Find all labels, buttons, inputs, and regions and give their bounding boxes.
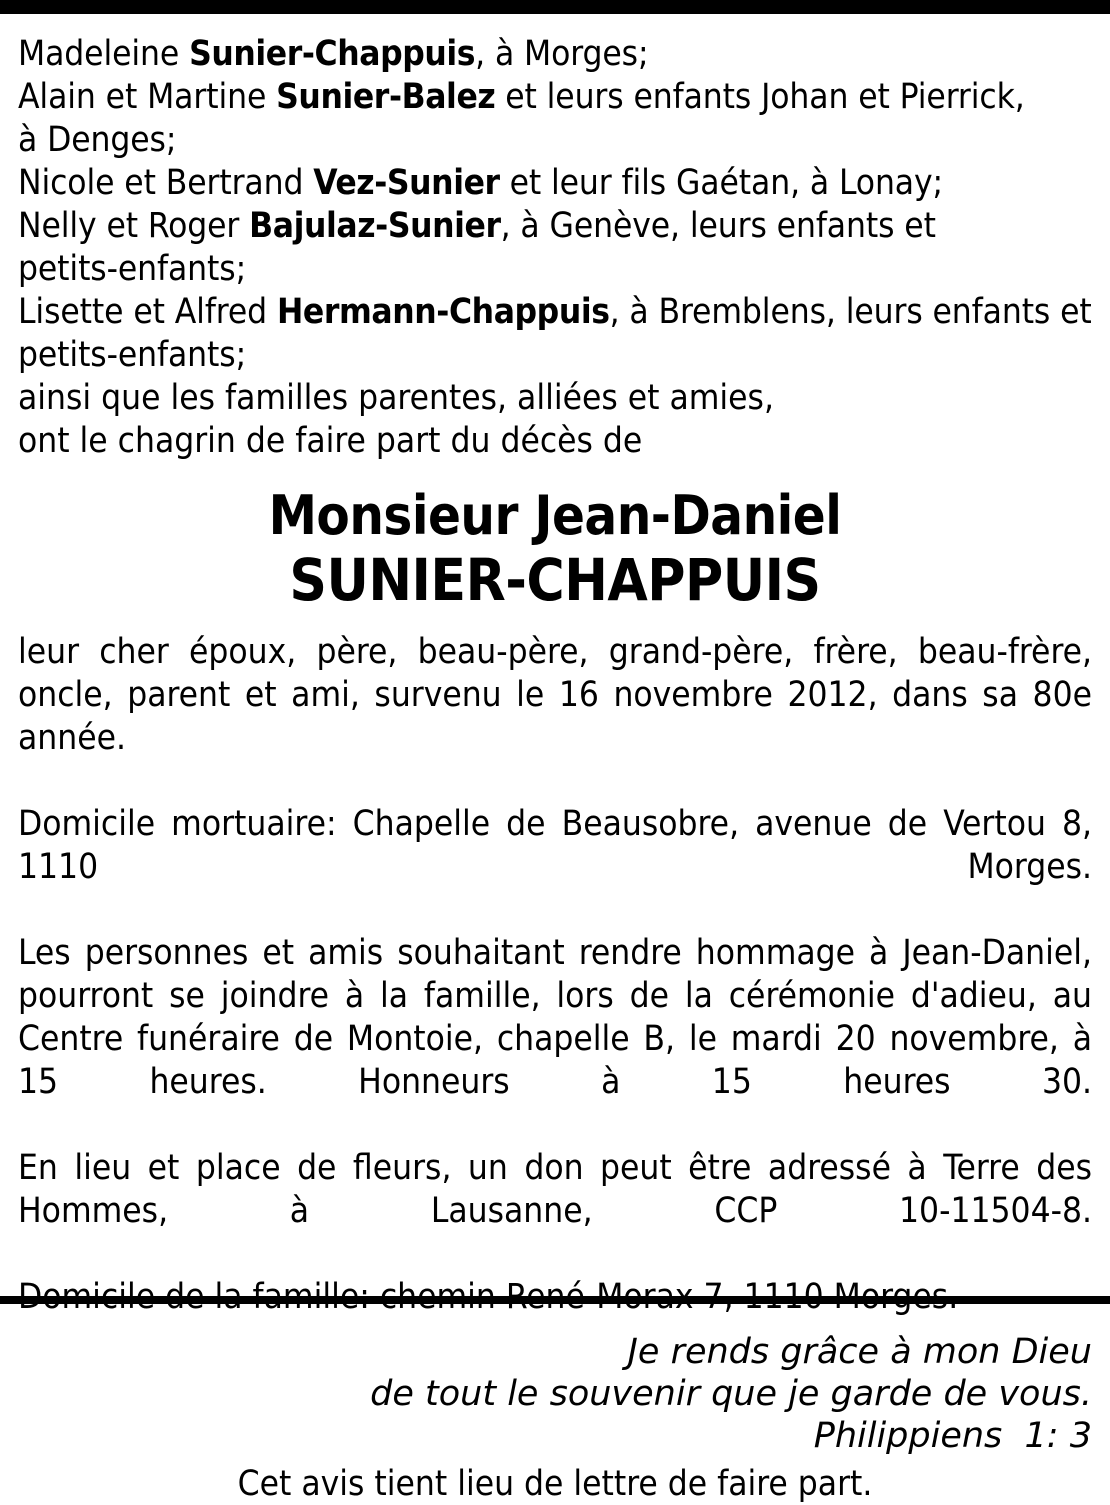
list-item [18, 291, 1092, 334]
deceased-surname: SUNIER-CHAPPUIS [289, 546, 821, 614]
list-item [18, 162, 1092, 205]
family-line-prefix: petits-enfants; [18, 249, 247, 289]
list-item [18, 33, 1092, 76]
family-line-prefix: Alain et Martine [18, 77, 277, 117]
paragraph-donations: En lieu et place de fleurs, un don peut être adressé à Terre des Hommes, à Lausanne, CCP 10-11504-8. [18, 1148, 1092, 1231]
family-line-suffix: et leur fils Gaétan, à Lonay; [499, 163, 944, 203]
quote-line-1: Je rends grâce à mon Dieu [627, 1332, 1092, 1372]
notice-content [0, 14, 1110, 1504]
paragraph-relationship: leur cher époux, père, beau-père, grand-père, frère, beau-frère, oncle, parent et ami, survenu le 16 novembre 2012, dans sa 80e année. [18, 632, 1092, 758]
family-list [18, 14, 1092, 377]
paragraph-mortuary-address: Domicile mortuaire: Chapelle de Beausobre, avenue de Vertou 8, 1110 Morges. [18, 804, 1092, 887]
deceased-given-name: Monsieur Jean-Daniel [268, 484, 842, 547]
list-item [18, 76, 1092, 119]
family-surname: Hermann-Chappuis [276, 292, 610, 332]
family-line-prefix: Lisette et Alfred [18, 292, 277, 332]
family-line-suffix: , à Genève, leurs enfants et [500, 206, 936, 246]
quote-line-2: de tout le souvenir que je garde de vous. [370, 1374, 1092, 1414]
family-line-prefix: Madeleine [18, 34, 190, 74]
list-item [18, 248, 1092, 291]
closing-statement: Cet avis tient lieu de lettre de faire part. [237, 1464, 873, 1504]
family-surname: Sunier-Balez [276, 77, 496, 117]
list-item [18, 334, 1092, 377]
family-surname: Vez-Sunier [313, 163, 500, 203]
intro-line-families: ainsi que les familles parentes, alliées et amies, [18, 378, 774, 418]
list-item [18, 205, 1092, 248]
family-line-prefix: petits-enfants; [18, 335, 247, 375]
bottom-rule [0, 1296, 1110, 1304]
list-item [18, 119, 1092, 162]
scripture-quote [18, 1331, 1092, 1457]
notice-body [18, 631, 1092, 1319]
top-rule [0, 0, 1110, 14]
family-line-prefix: à Denges; [18, 120, 177, 160]
family-line-prefix: Nelly et Roger [18, 206, 250, 246]
family-line-suffix: , à Morges; [475, 34, 649, 74]
intro-line-announcement: ont le chagrin de faire part du décès de [18, 421, 643, 461]
family-surname: Bajulaz-Sunier [249, 206, 501, 246]
family-line-suffix: , à Bremblens, leurs enfants et [609, 292, 1092, 332]
quote-reference: Philippiens 1: 3 [813, 1416, 1092, 1456]
paragraph-ceremony: Les personnes et amis souhaitant rendre hommage à Jean-Daniel, pourront se joindre à la famille, lors de la cérémonie d'adieu, au Centre funéraire de Montoie, chapelle B, le mardi 20 novembre, à 15 heures. Honneurs à 15 heures 30. [18, 933, 1092, 1102]
family-surname: Sunier-Chappuis [189, 34, 476, 74]
deceased-name [18, 485, 1092, 613]
family-line-prefix: Nicole et Bertrand [18, 163, 314, 203]
family-line-suffix: et leurs enfants Johan et Pierrick, [495, 77, 1025, 117]
